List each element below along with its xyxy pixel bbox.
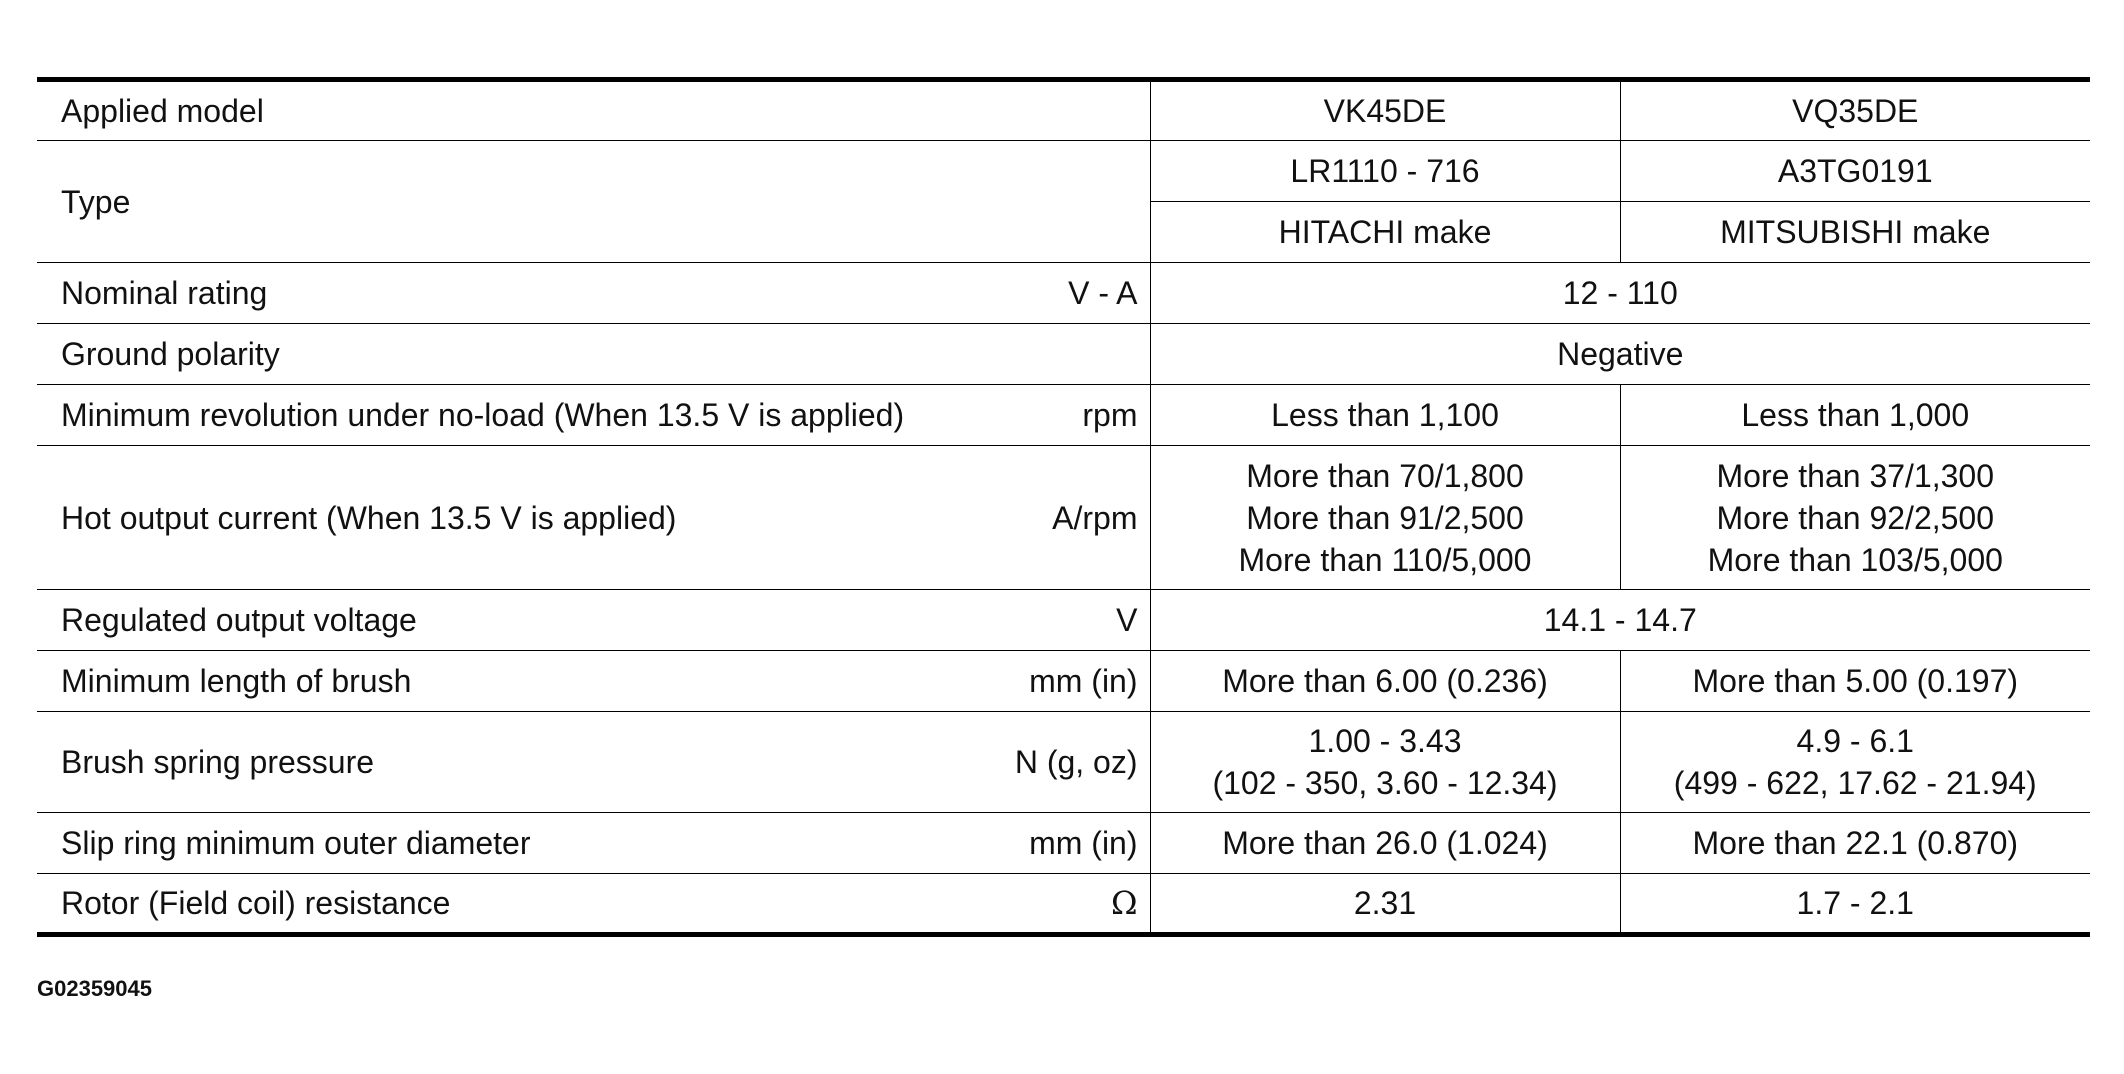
value-line: 1.00 - 3.43 — [1308, 723, 1462, 759]
row-unit: mm (in) — [1029, 825, 1138, 861]
value-line: (102 - 350, 3.60 - 12.34) — [1212, 765, 1558, 801]
applied-model-label: Applied model — [37, 80, 1150, 141]
shared-value: 14.1 - 14.7 — [1150, 590, 2090, 651]
type-make-b: MITSUBISHI make — [1620, 202, 2090, 263]
value-b: More than 5.00 (0.197) — [1620, 651, 2090, 712]
row-label: Minimum revolution under no-load (When 13.5 V is applied) — [61, 397, 905, 433]
row-unit: Ω — [1110, 884, 1138, 922]
table-row — [37, 263, 2090, 324]
type-label: Type — [37, 141, 1150, 263]
table-row — [37, 590, 2090, 651]
value-line: More than 92/2,500 — [1716, 499, 1995, 536]
shared-value: Negative — [1150, 324, 2090, 385]
row-unit: V — [1116, 602, 1138, 638]
model-b-header: VQ35DE — [1620, 80, 2090, 141]
value-b: More than 22.1 (0.870) — [1620, 813, 2090, 874]
value-a — [1150, 446, 1620, 590]
type-code-a: LR1110 - 716 — [1150, 141, 1620, 202]
value-a: Less than 1,100 — [1150, 385, 1620, 446]
row-label: Nominal rating — [61, 275, 268, 311]
value-line: More than 91/2,500 — [1246, 499, 1524, 536]
alternator-spec-table — [37, 77, 2090, 937]
value-line: 4.9 - 6.1 — [1796, 723, 1914, 759]
value-a: More than 6.00 (0.236) — [1150, 651, 1620, 712]
table-row — [37, 874, 2090, 935]
row-label: Regulated output voltage — [61, 602, 417, 638]
row-unit: rpm — [1082, 397, 1138, 433]
value-line: More than 37/1,300 — [1716, 457, 1995, 494]
value-a: 2.31 — [1150, 874, 1620, 935]
value-a — [1150, 712, 1620, 813]
row-label: Slip ring minimum outer diameter — [61, 825, 531, 861]
table-row — [37, 813, 2090, 874]
table-row — [37, 446, 2090, 590]
value-line: More than 103/5,000 — [1707, 541, 2003, 578]
table-row — [37, 651, 2090, 712]
table-row — [37, 712, 2090, 813]
value-b: Less than 1,000 — [1620, 385, 2090, 446]
table-row — [37, 324, 2090, 385]
value-line: More than 110/5,000 — [1238, 541, 1532, 578]
value-b — [1620, 712, 2090, 813]
value-b: 1.7 - 2.1 — [1620, 874, 2090, 935]
figure-id: G02359045 — [37, 976, 152, 1001]
row-unit: mm (in) — [1029, 663, 1138, 699]
value-b — [1620, 446, 2090, 590]
row-label: Hot output current (When 13.5 V is applied) — [61, 499, 677, 536]
table-row — [37, 385, 2090, 446]
value-a: More than 26.0 (1.024) — [1150, 813, 1620, 874]
row-unit: N (g, oz) — [1014, 744, 1138, 780]
row-label: Ground polarity — [61, 336, 280, 372]
shared-value: 12 - 110 — [1150, 263, 2090, 324]
row-unit: V - A — [1068, 275, 1138, 311]
value-line: (499 - 622, 17.62 - 21.94) — [1673, 765, 2037, 801]
type-make-a: HITACHI make — [1150, 202, 1620, 263]
value-line: More than 70/1,800 — [1246, 457, 1524, 494]
table-row-applied-model — [37, 80, 2090, 141]
row-unit: A/rpm — [1052, 499, 1138, 536]
row-label: Minimum length of brush — [61, 663, 412, 699]
row-label: Brush spring pressure — [61, 744, 375, 780]
row-label: Rotor (Field coil) resistance — [61, 885, 451, 921]
table-row-type-code — [37, 141, 2090, 202]
model-a-header: VK45DE — [1150, 80, 1620, 141]
type-code-b: A3TG0191 — [1620, 141, 2090, 202]
